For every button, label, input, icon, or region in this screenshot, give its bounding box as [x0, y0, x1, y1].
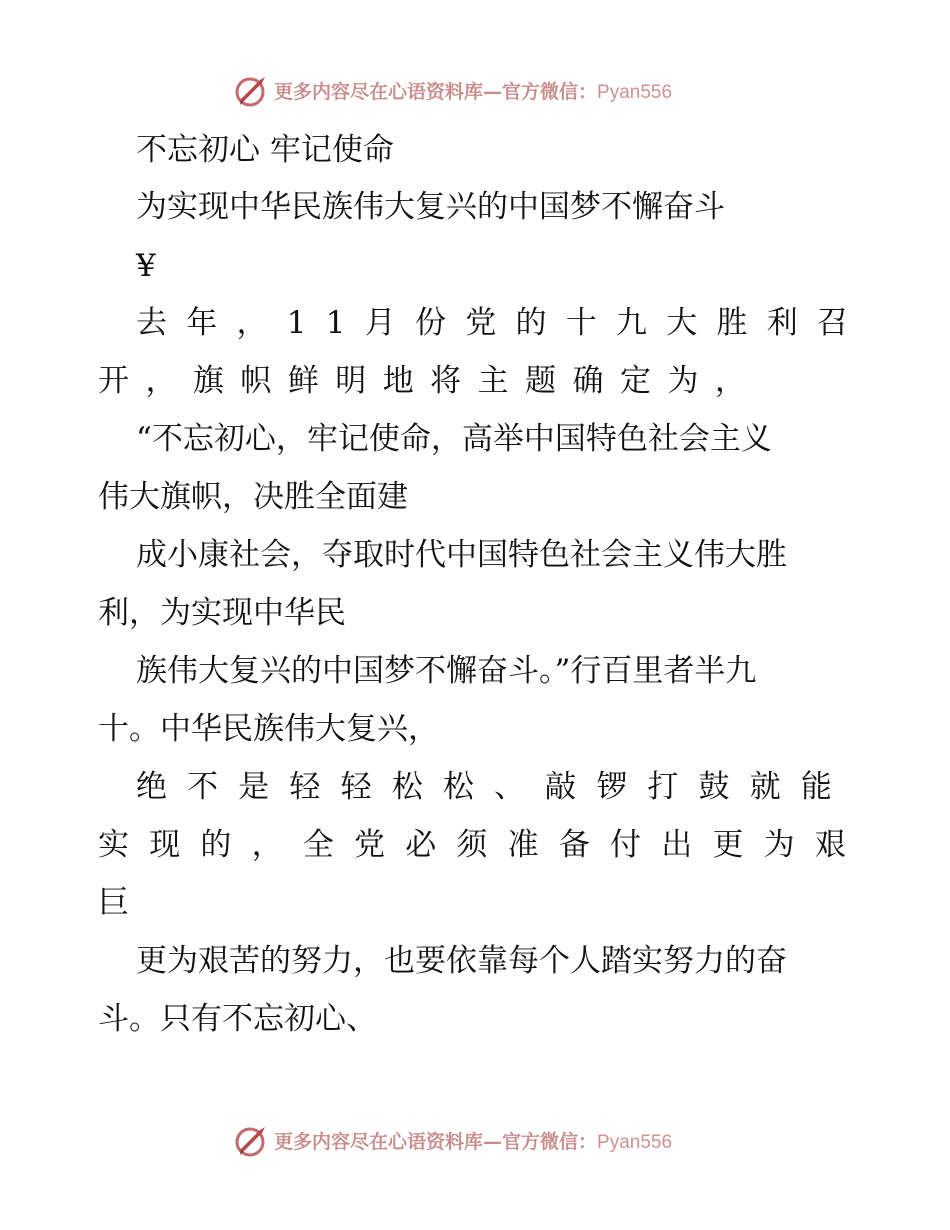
doc-paragraph-line: 成小康社会，夺取时代中国特色社会主义伟大胜 — [136, 537, 787, 573]
doc-char: 实 — [98, 827, 129, 863]
doc-symbol-line: ¥ — [136, 248, 156, 284]
doc-char: 胜 — [716, 305, 748, 341]
doc-char: ， — [251, 827, 283, 863]
doc-char: 更 — [712, 827, 744, 863]
doc-paragraph-line: 巨 — [98, 885, 129, 921]
doc-paragraph-line — [98, 825, 846, 865]
watermark-wechat-id: Pyan556 — [597, 1131, 673, 1153]
doc-char: 利 — [766, 305, 798, 341]
doc-char: 党 — [465, 305, 497, 341]
doc-char: 鼓 — [698, 769, 730, 805]
doc-char: 月 — [364, 305, 396, 341]
doc-char: ， — [236, 305, 268, 341]
doc-char: 打 — [647, 769, 679, 805]
doc-char: 确 — [572, 363, 604, 399]
doc-paragraph-line — [136, 303, 848, 343]
doc-char: 松 — [391, 769, 423, 805]
watermark-text: 更多内容尽在心语资料库—官方微信：Pyan556 — [274, 1130, 673, 1153]
watermark-wechat-id: Pyan556 — [597, 81, 673, 103]
pen-logo-icon — [234, 72, 270, 108]
doc-char: 九 — [615, 305, 647, 341]
doc-paragraph-line: 族伟大复兴的中国梦不懈奋斗。”行百里者半九 — [136, 653, 757, 689]
pen-logo-icon — [234, 1122, 270, 1158]
doc-char: 就 — [749, 769, 781, 805]
doc-paragraph-line: 利，为实现中华民 — [98, 595, 346, 631]
doc-char: 为 — [763, 827, 795, 863]
doc-paragraph-line: 更为艰苦的努力，也要依靠每个人踏实努力的奋 — [136, 943, 787, 979]
watermark-text: 更多内容尽在心语资料库—官方微信：Pyan556 — [274, 80, 673, 103]
doc-paragraph-line: 伟大旗帜，决胜全面建 — [98, 479, 408, 515]
doc-char: 旗 — [192, 363, 224, 399]
doc-char: 党 — [354, 827, 386, 863]
doc-char: 付 — [610, 827, 642, 863]
doc-char: 的 — [200, 827, 232, 863]
doc-char: 准 — [507, 827, 539, 863]
watermark-header — [234, 72, 672, 108]
doc-char: 1 — [286, 305, 307, 341]
doc-char: 定 — [619, 363, 651, 399]
doc-char: 出 — [661, 827, 693, 863]
doc-char: 十 — [565, 305, 597, 341]
doc-char: 大 — [666, 305, 698, 341]
doc-char: 敲 — [545, 769, 577, 805]
doc-char: 是 — [238, 769, 270, 805]
doc-char: 的 — [515, 305, 547, 341]
doc-char: 不 — [187, 769, 219, 805]
doc-char: 松 — [442, 769, 474, 805]
doc-char: 份 — [414, 305, 446, 341]
doc-char: 地 — [382, 363, 414, 399]
doc-char: 去 — [136, 305, 167, 341]
doc-char: 开 — [98, 363, 129, 399]
doc-char: 全 — [302, 827, 334, 863]
doc-char: 绝 — [136, 769, 167, 805]
doc-char: 明 — [335, 363, 367, 399]
doc-char: 须 — [456, 827, 488, 863]
doc-char: ， — [714, 363, 746, 399]
doc-char: 年 — [186, 305, 218, 341]
doc-char: 为 — [667, 363, 699, 399]
doc-char: 现 — [149, 827, 181, 863]
doc-char: 必 — [405, 827, 437, 863]
doc-title-line-2: 为实现中华民族伟大复兴的中国梦不懈奋斗 — [136, 189, 725, 225]
doc-char: 轻 — [289, 769, 321, 805]
doc-char: 题 — [525, 363, 557, 399]
doc-char: 、 — [493, 769, 525, 805]
doc-char: 1 — [325, 305, 346, 341]
doc-char: 备 — [558, 827, 590, 863]
doc-char: 帜 — [240, 363, 272, 399]
doc-title-line-1: 不忘初心 牢记使命 — [136, 132, 394, 168]
doc-paragraph-line: “不忘初心，牢记使命，高举中国特色社会主义 — [136, 421, 772, 457]
doc-char: ， — [145, 363, 177, 399]
doc-char: 艰 — [814, 827, 846, 863]
watermark-footer — [234, 1122, 672, 1158]
doc-char: 鲜 — [287, 363, 319, 399]
doc-char: 锣 — [596, 769, 628, 805]
doc-char: 将 — [430, 363, 462, 399]
doc-paragraph-line — [98, 361, 746, 401]
doc-char: 主 — [477, 363, 509, 399]
doc-char: 能 — [800, 769, 832, 805]
doc-paragraph-line — [136, 767, 832, 807]
doc-char: 召 — [816, 305, 848, 341]
doc-paragraph-line: 斗。只有不忘初心、 — [98, 1001, 377, 1037]
doc-paragraph-line: 十。中华民族伟大复兴， — [98, 711, 439, 747]
doc-char: 轻 — [340, 769, 372, 805]
